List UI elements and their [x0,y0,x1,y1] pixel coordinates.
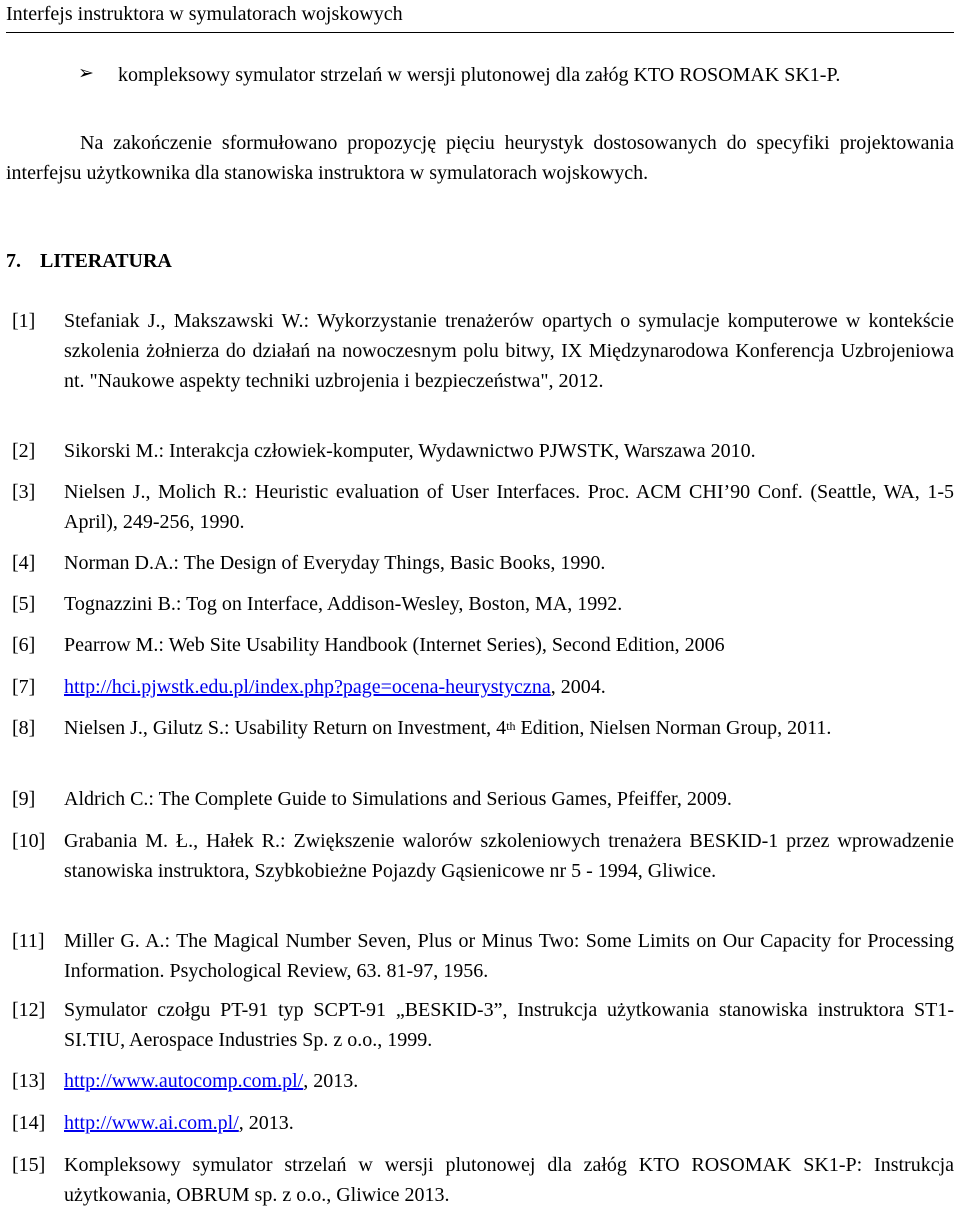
reference-text: Symulator czołgu PT-91 typ SCPT-91 „BESKID-3”, Instrukcja użytkowania stanowiska instruktora ST1-SI.TIU, Aerospace Industries Sp. z o.o., 1999. [64,999,954,1051]
reference-number: [4] [12,552,36,574]
reference-text [64,1108,954,1138]
reference-suffix: , 2013. [238,1112,294,1134]
reference-4 [6,548,954,578]
reference-number: [12] [12,999,46,1021]
reference-text: Stefaniak J., Makszawski W.: Wykorzystanie trenażerów opartych o symulacje komputerowe w kontekście szkolenia żołnierza do działań na nowoczesnym polu bitwy, IX Międzynarodowa Konferencja Uzbrojeniowa nt. "Naukowe aspekty techniki uzbrojenia i bezpieczeństwa", 2012. [64,310,954,392]
section-title: LITERATURA [40,250,172,272]
intro-paragraph [6,128,954,188]
reference-text: Tognazzini B.: Tog on Interface, Addison-Wesley, Boston, MA, 1992. [64,593,623,615]
running-header: Interfejs instruktora w symulatorach wojskowych [6,0,954,33]
reference-number: [8] [12,717,36,739]
reference-number: [11] [12,930,45,952]
reference-text [64,1066,954,1096]
reference-8 [6,713,954,743]
reference-1 [6,306,954,396]
section-heading [6,246,172,276]
reference-text: Nielsen J., Molich R.: Heuristic evaluation of User Interfaces. Proc. ACM CHI’90 Conf. (Seattle, WA, 1-5 April), 249-256, 1990. [64,481,954,533]
reference-number: [14] [12,1112,46,1134]
reference-text-start: Nielsen J., Gilutz S.: Usability Return on Investment, 4 [64,717,507,739]
reference-text: Miller G. A.: The Magical Number Seven, Plus or Minus Two: Some Limits on Our Capacity for Processing Information. Psychological Review, 63. 81-97, 1956. [64,930,954,982]
reference-5 [6,589,954,619]
reference-link[interactable]: http://www.autocomp.com.pl/ [64,1070,304,1092]
reference-number: [9] [12,788,36,810]
superscript: th [506,719,516,733]
reference-11 [6,926,954,986]
reference-text: Norman D.A.: The Design of Everyday Things, Basic Books, 1990. [64,552,606,574]
reference-suffix: , 2013. [303,1070,359,1092]
reference-link[interactable]: http://hci.pjwstk.edu.pl/index.php?page=ocena-heurystyczna [64,676,551,698]
reference-number: [3] [12,481,36,503]
reference-3 [6,477,954,537]
reference-10 [6,826,954,886]
reference-number: [10] [12,830,46,852]
reference-text: Grabania M. Ł., Hałek R.: Zwiększenie walorów szkoleniowych trenażera BESKID-1 przez wprowadzenie stanowiska instruktora, Szybkobieżne Pojazdy Gąsienicowe nr 5 - 1994, Gliwice. [64,830,954,882]
reference-14 [6,1108,954,1138]
reference-number: [6] [12,634,36,656]
reference-text: Sikorski M.: Interakcja człowiek-komputer, Wydawnictwo PJWSTK, Warszawa 2010. [64,440,756,462]
reference-text: Aldrich C.: The Complete Guide to Simulations and Serious Games, Pfeiffer, 2009. [64,788,732,810]
reference-2 [6,436,954,466]
reference-13 [6,1066,954,1096]
reference-12 [6,995,954,1055]
section-number: 7. [6,250,21,272]
reference-number: [5] [12,593,36,615]
intro-text: Na zakończenie sformułowano propozycję pięciu heurystyk dostosowanych do specyfiki projektowania interfejsu użytkownika dla stanowiska instruktora w symulatorach wojskowych. [6,132,954,184]
reference-text: Pearrow M.: Web Site Usability Handbook (Internet Series), Second Edition, 2006 [64,634,725,656]
reference-9 [6,784,954,814]
reference-text: Kompleksowy symulator strzelań w wersji plutonowej dla załóg KTO ROSOMAK SK1-P: Instrukcja użytkowania, OBRUM sp. z o.o., Gliwice 2013. [64,1154,954,1206]
reference-7 [6,672,954,702]
reference-number: [15] [12,1154,46,1176]
bullet-arrow-icon: ➢ [78,63,94,84]
reference-text [64,672,954,702]
reference-text-end: Edition, Nielsen Norman Group, 2011. [515,717,832,739]
reference-number: [1] [12,310,36,332]
reference-15 [6,1150,954,1210]
reference-number: [13] [12,1070,46,1092]
reference-suffix: , 2004. [550,676,606,698]
reference-number: [7] [12,676,36,698]
reference-6 [6,630,954,660]
bullet-item: kompleksowy symulator strzelań w wersji plutonowej dla załóg KTO ROSOMAK SK1-P. [118,64,841,86]
reference-number: [2] [12,440,36,462]
reference-text [64,713,954,743]
reference-link[interactable]: http://www.ai.com.pl/ [64,1112,239,1134]
